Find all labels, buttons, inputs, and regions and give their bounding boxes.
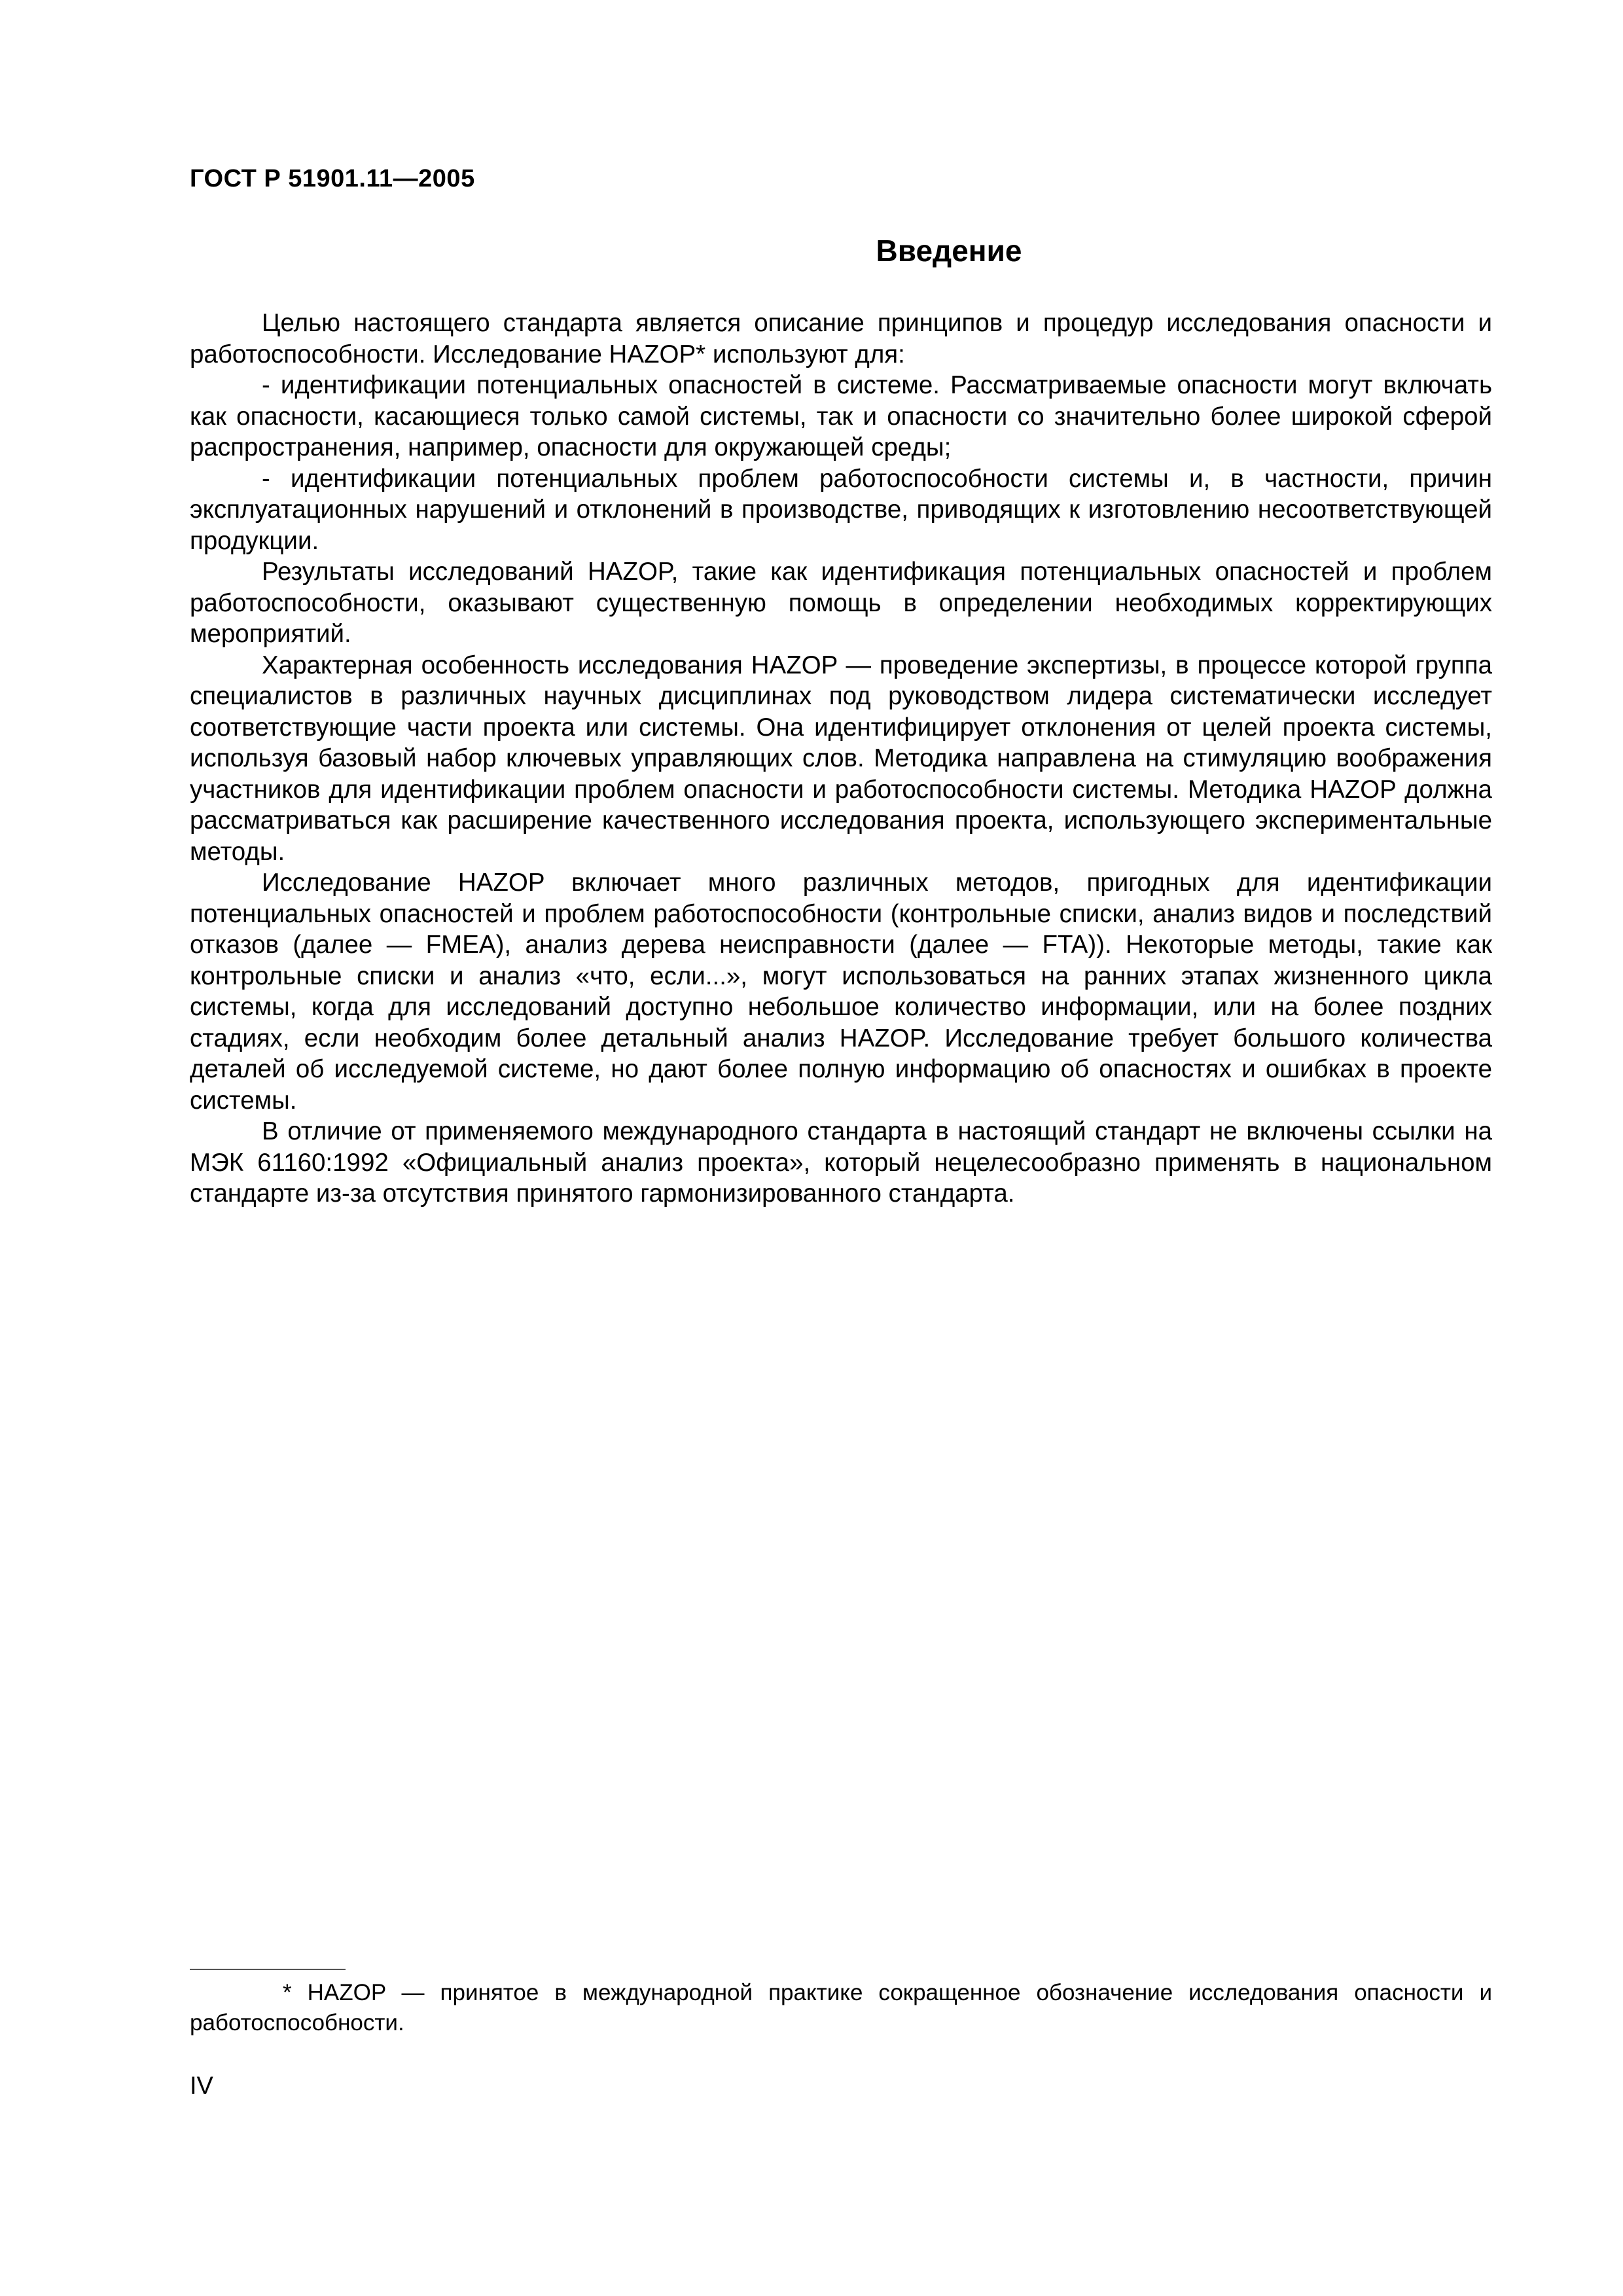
paragraph-difference: В отличие от применяемого международного стандарта в настоящий стандарт не включены ссылки на МЭК 61160:1992 «Официальный анализ проекта», который нецелесообразно применять в национальном стандарте из-за отсутствия принятого гармонизированного стандарта. — [190, 1117, 1492, 1208]
paragraph-purpose: Целью настоящего стандарта является описание принципов и процедур исследования опасности и работоспособности. Исследование HAZOP* используют для: — [190, 309, 1492, 368]
section-title: Введение — [876, 234, 1022, 268]
paragraph-results: Результаты исследований HAZOP, такие как идентификация потенциальных опасностей и проблем работоспособности, оказывают существенную помощь в определении необходимых корректирующих мероприятий. — [190, 558, 1492, 648]
body-text — [190, 308, 1492, 1210]
footnote: * HAZOP — принятое в международной практике сокращенное обозначение исследования опасности и работоспособности. — [190, 1980, 1492, 2036]
standard-id-header: ГОСТ Р 51901.11—2005 — [190, 165, 475, 192]
paragraph-characteristic: Характерная особенность исследования HAZOP — проведение экспертизы, в процессе которой группа специалистов в различных научных дисциплинах под руководством лидера систематически исследует соответствующие части проекта или системы. Она идентифицирует отклонения от целей проекта системы, используя базовый набор ключевых управляющих слов. Методика направлена на стимуляцию воображения участников для идентификации проблем опасности и работоспособности системы. Методика HAZOP должна рассматриваться как расширение качественного исследования проекта, использующего экспериментальные методы. — [190, 651, 1492, 866]
page-number: IV — [190, 2072, 213, 2100]
footnote-divider — [190, 1969, 346, 1970]
paragraph-methods: Исследование HAZOP включает много различных методов, пригодных для идентификации потенциальных опасностей и проблем работоспособности (контрольные списки, анализ видов и последствий отказов (далее — FMEA), анализ дерева неисправности (далее — FTA)). Некоторые методы, такие как контрольные списки и анализ «что, если...», могут использоваться на ранних этапах жизненного цикла системы, когда для исследований доступно небольшое количество информации, или на более поздних стадиях, если необходим более детальный анализ HAZOP. Исследование требует большого количества деталей об исследуемой системе, но дают более полную информацию об опасностях и ошибках в проекте системы. — [190, 869, 1492, 1115]
paragraph-list-item-hazards: - идентификации потенциальных опасностей в системе. Рассматриваемые опасности могут включать как опасности, касающиеся только самой системы, так и опасности со значительно более широкой сферой распространения, например, опасности для окружающей среды; — [190, 371, 1492, 461]
paragraph-list-item-operability: - идентификации потенциальных проблем работоспособности системы и, в частности, причин эксплуатационных нарушений и отклонений в производстве, приводящих к изготовлению несоответствующей продукции. — [190, 464, 1492, 555]
